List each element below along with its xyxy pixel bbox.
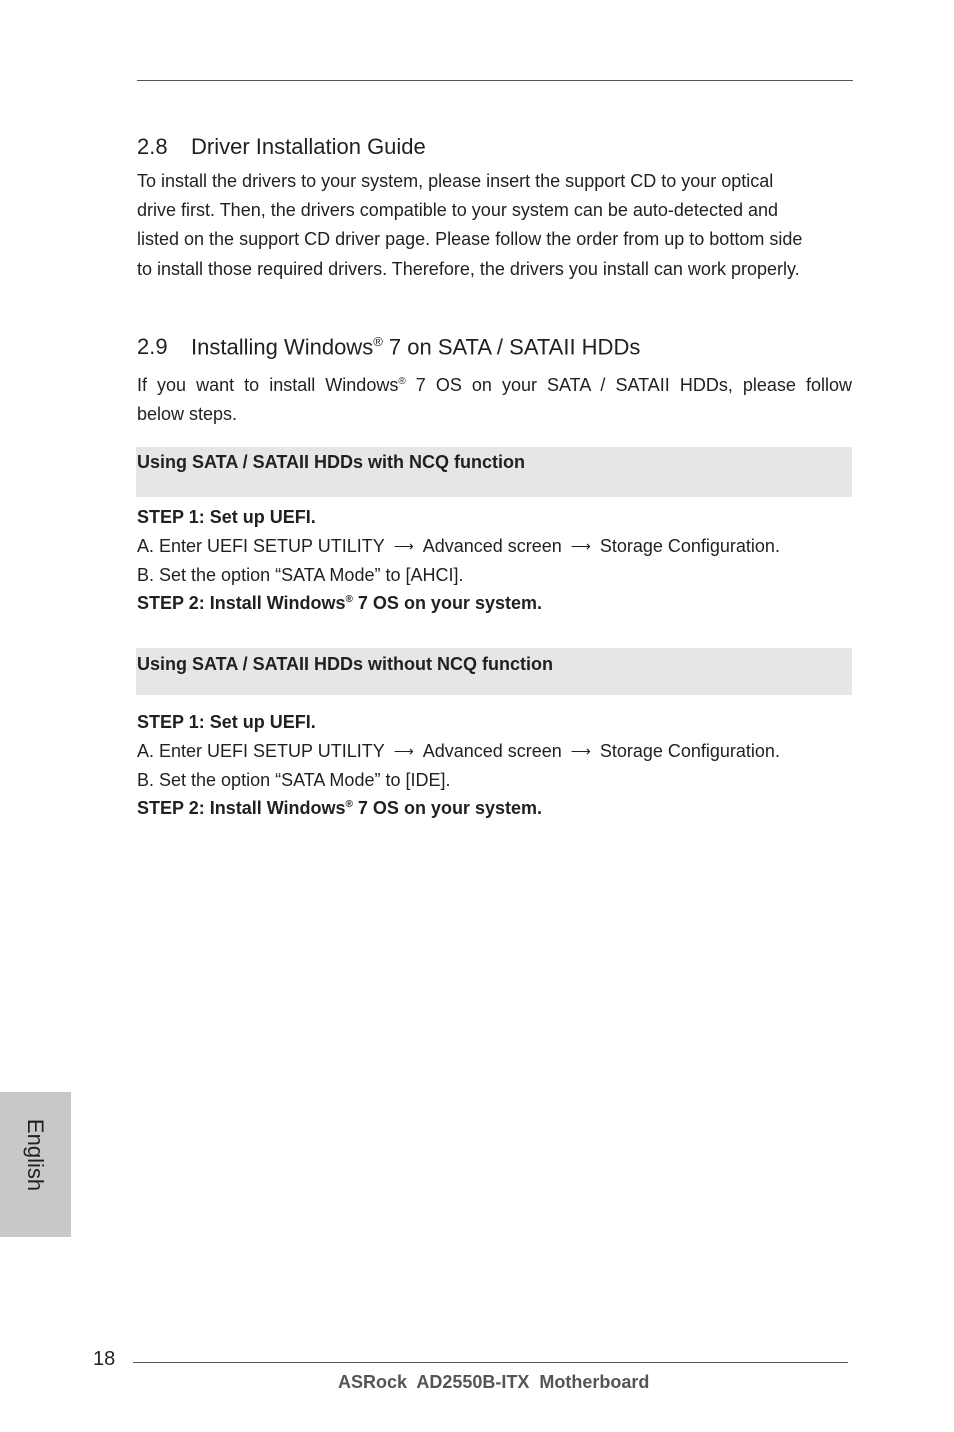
no-ncq-step2: STEP 2: Install Windows® 7 OS on your system. bbox=[137, 798, 542, 818]
no-ncq-step-b: B. Set the option “SATA Mode” to [IDE]. bbox=[137, 770, 451, 790]
arrow-right-icon: ⟶ bbox=[393, 538, 414, 554]
page-number: 18 bbox=[93, 1348, 116, 1370]
no-ncq-heading: Using SATA / SATAII HDDs without NCQ function bbox=[137, 654, 553, 674]
section-title-suffix: 7 on SATA / SATAII HDDs bbox=[382, 334, 641, 360]
arrow-right-icon: ⟶ bbox=[570, 538, 591, 554]
registered-mark: ® bbox=[373, 334, 383, 349]
intro-line-1: If you want to install Windows® 7 OS on your SATA / SATAII HDDs, please follow bbox=[137, 375, 852, 395]
paragraph-line: listed on the support CD driver page. Please follow the order from up to bottom side bbox=[137, 229, 803, 250]
section-heading-driver-installation bbox=[137, 134, 426, 160]
paragraph-line: drive first. Then, the drivers compatible to your system can be auto-detected and bbox=[137, 200, 778, 221]
section-number: 2.9 bbox=[137, 334, 168, 360]
ncq-step2: STEP 2: Install Windows® 7 OS on your system. bbox=[137, 593, 542, 613]
intro-line-2: below steps. bbox=[137, 404, 238, 425]
section-heading-installing-windows bbox=[137, 334, 640, 360]
ncq-step1: STEP 1: Set up UEFI. bbox=[137, 507, 316, 527]
registered-mark: ® bbox=[345, 799, 353, 810]
ncq-heading: Using SATA / SATAII HDDs with NCQ function bbox=[137, 452, 525, 472]
install-intro-paragraph bbox=[137, 367, 852, 429]
section-title: Driver Installation Guide bbox=[191, 134, 426, 159]
ncq-step-b: B. Set the option “SATA Mode” to [AHCI]. bbox=[137, 565, 464, 585]
arrow-right-icon: ⟶ bbox=[393, 743, 414, 759]
ncq-step-a: A. Enter UEFI SETUP UTILITY ⟶ Advanced screen ⟶ Storage Configuration. bbox=[137, 536, 780, 556]
arrow-right-icon: ⟶ bbox=[570, 743, 591, 759]
registered-mark: ® bbox=[398, 376, 406, 387]
section-title: Installing Windows bbox=[191, 334, 374, 360]
footer-product-name: ASRock AD2550B-ITX Motherboard bbox=[338, 1372, 650, 1392]
no-ncq-step-a: A. Enter UEFI SETUP UTILITY ⟶ Advanced screen ⟶ Storage Configuration. bbox=[137, 741, 780, 761]
language-tab-label: English bbox=[23, 1118, 48, 1192]
registered-mark: ® bbox=[345, 594, 353, 605]
driver-installation-paragraph bbox=[137, 167, 852, 284]
no-ncq-step1: STEP 1: Set up UEFI. bbox=[137, 712, 316, 732]
section-number: 2.8 bbox=[137, 134, 168, 159]
top-rule bbox=[137, 80, 853, 81]
paragraph-line: To install the drivers to your system, please insert the support CD to your optical bbox=[137, 171, 774, 191]
paragraph-line: to install those required drivers. Therefore, the drivers you install can work properly. bbox=[137, 258, 800, 279]
bottom-rule bbox=[133, 1362, 848, 1363]
